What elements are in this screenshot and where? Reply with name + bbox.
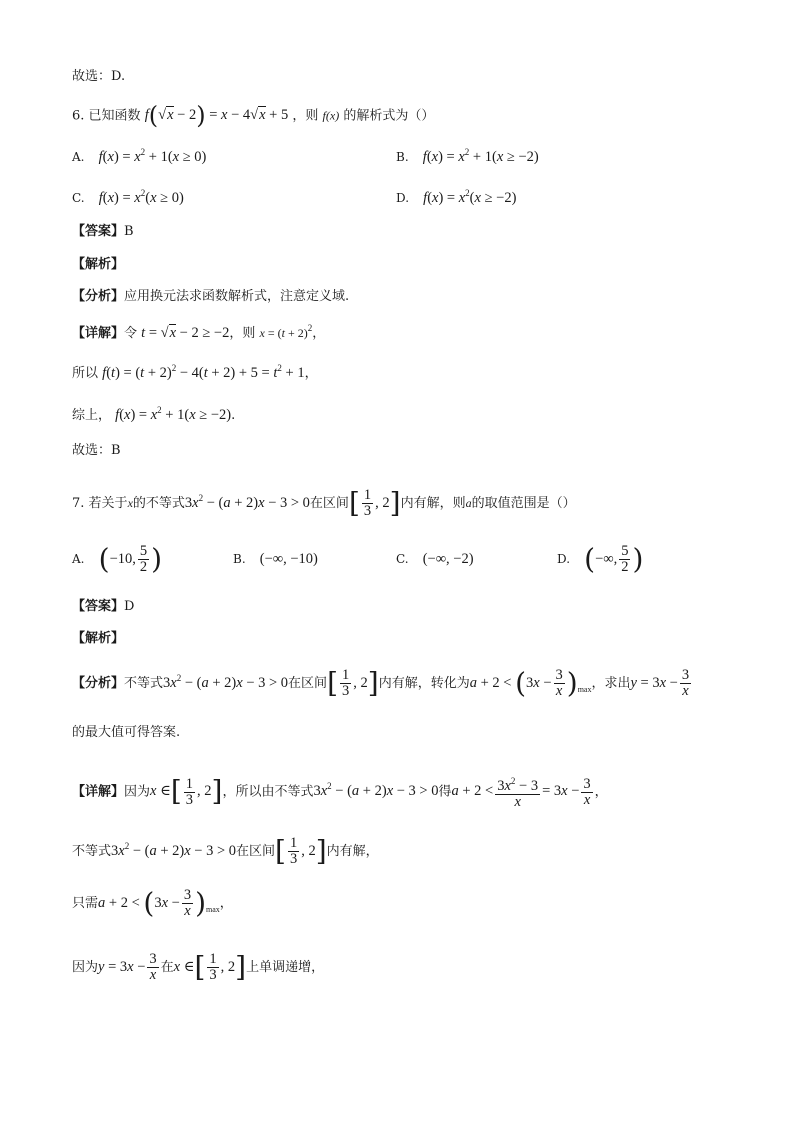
q7-detail: 【详解】因为x ∈[ $\frac{1}{3}$ , 2]，所以由不等式$3x^2 - (a + 2)x - 3 > 0$得a + 2 < $\frac{3x^2 - 3}{x}$ = 3x − $\frac{3}{x}$ ，	[72, 775, 608, 810]
q6-option-d[interactable]: D. $f(x) = x^2(x \ge -2)$	[396, 188, 517, 206]
q6-post: 的解析式为（）	[343, 108, 435, 124]
q7-stem: 7. 若关于x的不等式$3x^2 - (a + 2)x - 3 > 0$在区间[ $\frac{1}{3}$ , 2]内有解，则a的取值范围是（）	[72, 486, 576, 520]
q7-line4: 因为y = 3x − $\frac{3}{x}$ 在x ∈[ $\frac{1}{3}$ , 2]上单调递增，	[72, 950, 325, 984]
q6-so: 所以 $f(t) = (t + 2)^2 - 4(t + 2) + 5 = t^2 + 1$，	[72, 363, 318, 381]
q6-mid: ，则	[292, 108, 319, 124]
q6-answer: 【答案】B	[72, 224, 134, 239]
q7-fenxi: 【分析】不等式$3x^2 - (a + 2)x - 3 > 0$在区间[ $\frac{1}{3}$ , 2]内有解，转化为a + 2 < (3x − $\frac{3}{x}$ )$_{max}$，求出y = 3x − $\frac{3}{x}$	[72, 666, 690, 700]
q6-number: 6.	[72, 108, 85, 124]
q7-analysis-tag: 【解析】	[72, 631, 125, 646]
q6-option-c[interactable]: C. $f(x) = x^2(x \ge 0)$	[72, 188, 184, 206]
q6-analysis-tag: 【解析】	[72, 257, 125, 272]
q6-detail: 【详解】令 t = √x − 2 ≥ −2，则 $x = (t + 2)^2$，	[72, 323, 326, 341]
q7-line2: 不等式$3x^2 - (a + 2)x - 3 > 0$在区间[ $\frac{1}{3}$ , 2]内有解，	[72, 834, 379, 868]
q6-pre: 已知函数	[88, 108, 141, 124]
q6-given-equation: f(√x − 2) = x − 4√x + 5	[144, 102, 289, 130]
q7-fenxi-cont: 的最大值可得答案.	[72, 725, 181, 740]
q7-answer: 【答案】D	[72, 599, 135, 614]
q6-choose: 故选：B	[72, 443, 121, 458]
q6-stem	[72, 104, 434, 128]
q7-line3: 只需a + 2 < (3x − $\frac{3}{x}$ )$_{max}$，	[72, 886, 233, 920]
prev-answer: 故选：D.	[72, 69, 126, 84]
q6-option-b[interactable]: B. $f(x) = x^2 + 1(x \ge -2)$	[396, 147, 539, 165]
q6-fenxi: 【分析】应用换元法求函数解析式，注意定义域.	[72, 289, 350, 304]
q7-option-d[interactable]: D. (−∞, $\frac{5}{2}$ )	[557, 542, 644, 576]
q6-option-a[interactable]: A. $f(x) = x^2 + 1(x \ge 0)$	[72, 147, 207, 165]
q7-option-a[interactable]: A. (−10, $\frac{5}{2}$ )	[72, 542, 163, 576]
q6-summary: 综上， $f(x) = x^2 + 1(x \ge -2)$.	[72, 405, 236, 423]
q7-option-b[interactable]: B. (−∞, −10)	[233, 551, 318, 567]
q7-option-c[interactable]: C. (−∞, −2)	[396, 551, 474, 567]
q6-fx: f(x)	[322, 108, 340, 123]
